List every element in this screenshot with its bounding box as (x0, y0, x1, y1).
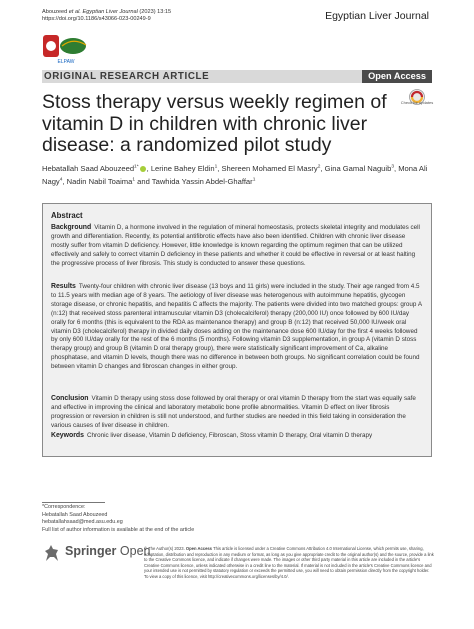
results-label: Results (51, 283, 76, 290)
license-text: © The Author(s) 2023. Open Access This article is licensed under a Creative Commons Attribution 4.0 International License, which permits use, sharing, adaptation, distribution and reproduction in any medium or format, as long as you give appropriate credit to the original author(s) and the source, provide a link to the Creative Commons licence, and indicate if changes were made. The images or other third party material in this article are included in the article's Creative Commons licence, unless indicated otherwise in a credit line to the material. If material is not included in the article's Creative Commons licence and your intended use is not permitted by statutory regulation or exceeds the permitted use, you will need to obtain permission directly from the copyright holder. To view a copy of this licence, visit http://creativecommons.org/licenses/by/4.0/. (144, 546, 434, 579)
correspondence-block (42, 504, 194, 534)
citation-authors: Abouzeed (42, 9, 68, 15)
abstract-background (51, 224, 424, 269)
open-access-badge: Open Access (362, 70, 432, 83)
logo-text: ELPAW (57, 59, 75, 65)
conclusion-label: Conclusion (51, 395, 89, 402)
author-1: Hebatallah Saad Abouzeed$^{1*}$ , (42, 163, 151, 173)
logo-liver-shape (60, 38, 86, 54)
springer-open-logo (65, 544, 150, 558)
author-list (42, 161, 432, 188)
author-3: Shereen Mohamed El Masry$^2$, (221, 163, 325, 173)
author-5: Mona Ali Nagy$^4$, (42, 163, 428, 187)
article-title: Stoss therapy versus weekly regimen of vitamin D in children with chronic liver disease: a randomized pilot study (42, 91, 387, 156)
results-text: Twenty-four children with chronic liver disease (13 boys and 11 girls) were included in the study. Their age ranged from 4.5 to 11.5 years with median age of 8 years. The aetiology of liver disease was heterogenous with autoimmune hepatitis, glycogen storage disease, or chronic hepatitis, and hepatitis C affects the majority. The patients were divided into two matched groups: group A (n:12) that received stoss parenteral intramuscular vitamin D3 (cholecalciferol) therapy (200,000 IU) once followed by 600 IU/day orally for 6 months (this is equivalent to the RDA as maintenance therapy) and group B (n:12) that received 50,000 IU/week oral vitamin D3 (cholecalciferol) therapy in divided daily doses adding on the maintenance dose 600 IU/day for the first 4 weeks followed by only 600 IU/day orally for the rest of the 6 months (5 months). Following vitamin D3 supplementation, in group A (vitamin D stoss therapy group) and group B (vitamin D oral therapy group), there were statistically significant improvement of Ca, alkaline phosphatase, and vitamin D levels, though there was no difference in between both groups. No significant correlation could be found between vitamin D changes and fibroscan changes in either group. (51, 283, 422, 371)
citation-etal: et al. (68, 9, 81, 15)
conclusion-text: Vitamin D therapy using stoss dose followed by oral therapy or oral vitamin D therapy from the start was equally safe and effective in improving the clinical and laboratory metabolic bone profile abnormalities. Vitamin D effect on liver fibrosis progression or reversion in children is still not understood, and further studies are needed in this field taking in consideration the various causes of liver disease in children. (51, 395, 416, 429)
springer-word: Springer (65, 544, 117, 558)
citation-line (42, 9, 171, 24)
springer-horse-icon (42, 543, 62, 563)
abstract-heading: Abstract (51, 211, 83, 220)
author-info-note: Full list of author information is available at the end of the article (42, 526, 195, 533)
journal-name: Egyptian Liver Journal (325, 10, 429, 22)
correspondence-email[interactable]: hebatallahsaad@med.asu.edu.eg (42, 519, 123, 526)
open-word: Open (119, 544, 151, 558)
logo-inner-circle (46, 41, 56, 51)
abstract-keywords (51, 432, 424, 441)
doi-link[interactable]: https://doi.org/10.1186/s43066-023-00249-9 (42, 16, 151, 23)
citation-year: (2023) 13:15 (139, 9, 172, 15)
keywords-label: Keywords (51, 432, 84, 439)
license-open-access: Open Access (185, 546, 212, 551)
check-for-updates-label[interactable]: Check for updates (400, 100, 434, 105)
author-4: Gina Gamal Naguib$^3$, (324, 163, 399, 173)
abstract-results (51, 283, 424, 372)
correspondence-name: Hebatallah Saad Abouzeed (42, 511, 108, 518)
keywords-text: Chronic liver disease, Vitamin D deficiency, Fibroscan, Stoss vitamin D therapy, Oral vitamin D therapy (86, 432, 373, 439)
footnote-rule (42, 502, 105, 503)
correspondence-label: *Correspondence: (42, 504, 86, 510)
citation-journal: Egyptian Liver Journal (82, 9, 138, 15)
author-2: Lerine Bahey Eldin$^1$, (150, 163, 222, 173)
abstract-conclusion (51, 395, 424, 431)
background-text: Vitamin D, a hormone involved in the regulation of mineral homeostasis, protects skeletal integrity and modulates cell growth and differentiation. Recently, its potential antifibrotic effects have also been identified. Children with chronic liver disease mostly suffer from vitamin D deficiency. However, little knowledge is known regarding the optimum regimen that can be utilized effectively and safely to correct vitamin D deficiency in these patients and whether it could be effective in reversal or at least halting the progressive process of liver fibrosis. This study is conducted to answer these questions. (51, 224, 420, 267)
author-6: Nadin Nabil Toaima$^1$ and (66, 177, 152, 187)
society-logo (42, 33, 90, 65)
article-type: ORIGINAL RESEARCH ARTICLE (44, 71, 210, 82)
orcid-icon[interactable] (140, 166, 146, 172)
background-label: Background (51, 224, 92, 231)
author-7: Tawhida Yassin Abdel-Ghaffar$^1$ (151, 177, 256, 187)
